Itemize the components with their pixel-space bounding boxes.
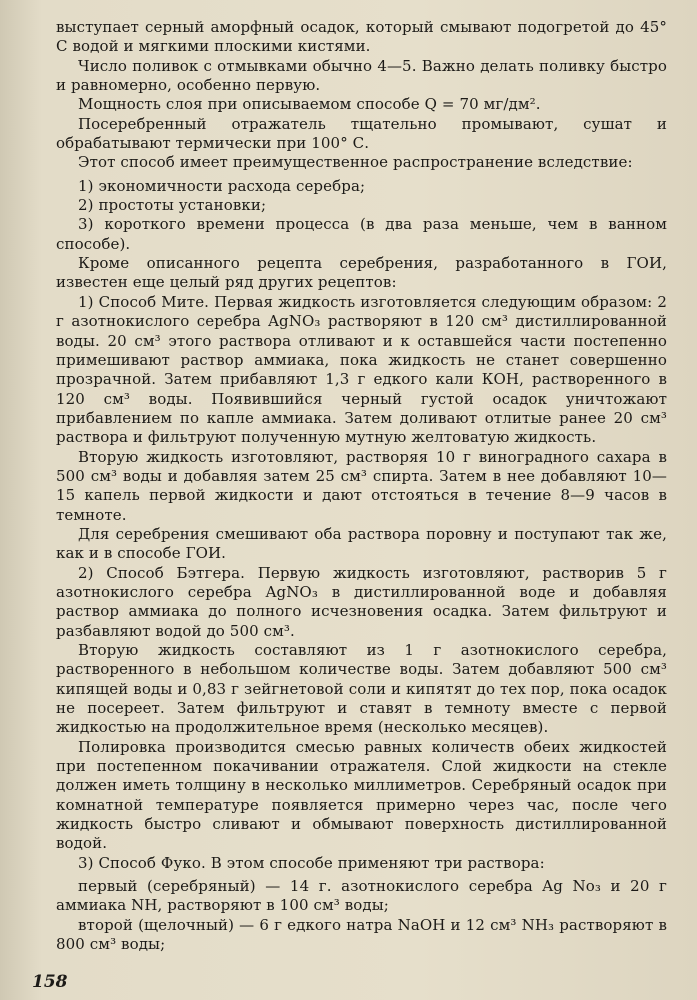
paragraph-6: Кроме описанного рецепта серебрения, разработанного в ГОИ, известен еще целый ряд других рецептов: (56, 254, 667, 292)
paragraph-1: выступает серный аморфный осадок, который смывают подогретой до 45° С водой и мягкими плоскими кистями. (56, 18, 667, 56)
list-item-1: 1) экономичности расхода серебра; (78, 176, 366, 195)
method-boettger: 2) Способ Бэтгера. Первую жидкость изготовляют, растворив 5 г азотнокислого серебра AgNO₃ в дистиллированной воде и добавляя раствор аммиака до полного исчезновения осадка. Затем фильтруют и разбавляют водой до 500 см³. (56, 563, 667, 640)
paragraph-5: Этот способ имеет преимущественное распространение вследствие: (78, 153, 633, 172)
method-foucault: 3) Способ Фуко. В этом способе применяют три раствора: (78, 853, 545, 872)
paragraph-9: Вторую жидкость составляют из 1 г азотнокислого серебра, растворенного в небольшом количестве воды. Затем добавляют 500 см³ кипящей воды и 0,83 г зейгнетовой соли и кипятят до тех пор, пока осадок не посереет. Затем фильтруют и ставят в темноту вместе с первой жидкостью на продолжительное время (несколько месяцев). (56, 641, 667, 737)
paragraph-8: Для серебрения смешивают оба раствора поровну и поступают так же, как и в способе ГОИ. (56, 524, 667, 563)
paragraph-2: Число поливок с отмывками обычно 4—5. Важно делать поливку быстро и равномерно, особенно первую. (56, 56, 667, 95)
list-item-3: 3) короткого времени процесса (в два раза меньше, чем в ванном способе). (56, 215, 667, 253)
list-item-2: 2) простоты установки; (78, 196, 267, 215)
paragraph-4: Посеребренный отражатель тщательно промывают, сушат и обрабатывают термически при 100° С. (56, 114, 667, 153)
method-mite: 1) Способ Мите. Первая жидкость изготовляется следующим образом: 2 г азотнокислого серебра AgNO₃ растворяют в 120 см³ дистиллированной воды. 20 см³ этого раствора отливают и к оставшейся части постепенно примешивают раствор аммиака, пока жидкость не станет совершенно прозрачной. Затем прибавляют 1,3 г едкого кали КОН, растворенного в 120 см³ воды. Появившийся черный густой осадок уничтожают прибавлением по капле аммиака. Затем доливают отлитые ранее 20 см³ раствора и фильтруют полученную мутную желтоватую жидкость. (56, 292, 667, 447)
paragraph-10: Полировка производится смесью равных количеств обеих жидкостей при постепенном покачивании отражателя. Слой жидкости на стекле должен иметь толщину в несколько миллиметров. Серебряный осадок при комнатной температуре появляется примерно через час, после чего жидкость быстро сливают и обмывают поверхность дистиллированной водой. (56, 737, 667, 853)
solution-2: второй (щелочный) — 6 г едкого натра NaOH и 12 см³ NH₃ растворяют в 800 см³ воды; (56, 915, 667, 954)
paragraph-3: Мощность слоя при описываемом способе Q = 70 мг/дм². (78, 95, 541, 114)
paragraph-7: Вторую жидкость изготовляют, растворяя 10 г виноградного сахара в 500 см³ воды и добавляя затем 25 см³ спирта. Затем в нее добавляют 10—15 капель первой жидкости и дают отстояться в течение 8—9 часов в темноте. (56, 447, 667, 524)
solution-1: первый (серебряный) — 14 г. азотнокислого серебра Ag No₃ и 20 г аммиака NH, растворяют в 100 см³ воды; (56, 877, 667, 915)
page-number: 158 (32, 972, 68, 992)
page-body (56, 18, 667, 955)
